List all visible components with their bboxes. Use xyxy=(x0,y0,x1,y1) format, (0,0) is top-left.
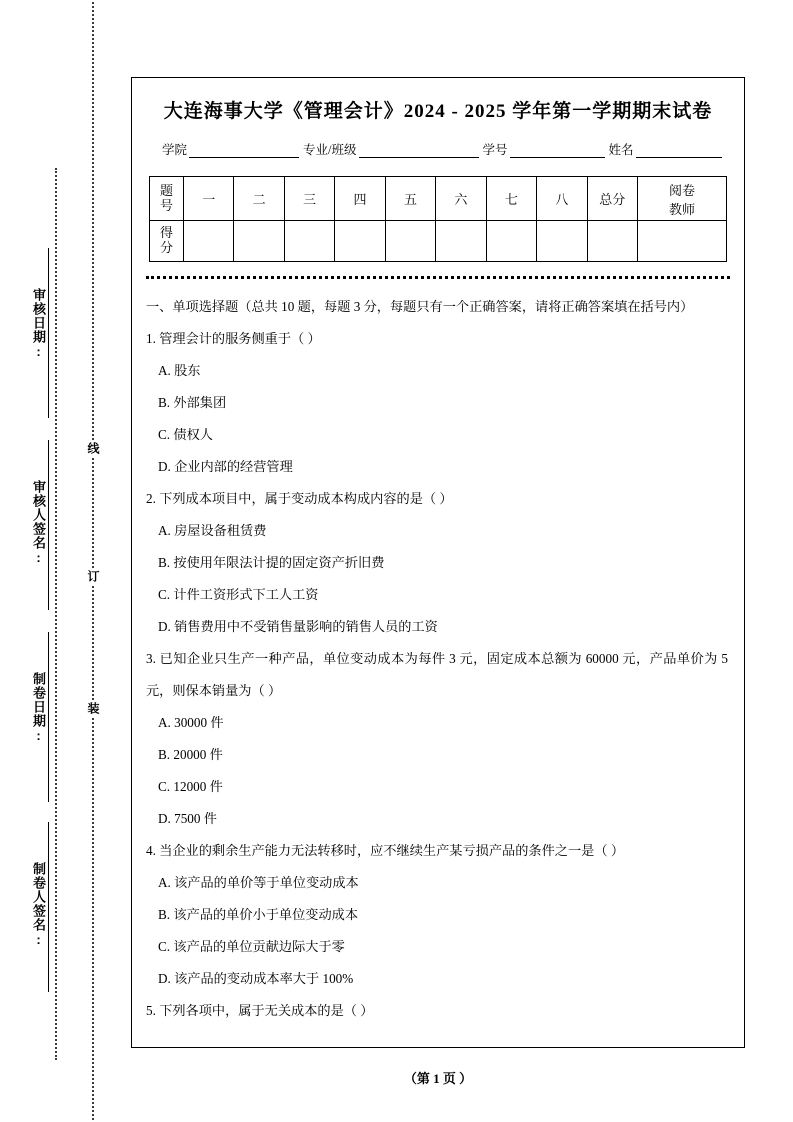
exam-paper-body xyxy=(131,77,745,1048)
score-col-head-4: 四 xyxy=(335,177,385,221)
question-body xyxy=(146,291,728,1027)
score-label-char-1: 得 xyxy=(159,225,173,241)
score-cell-3[interactable] xyxy=(284,221,334,262)
question-2-option-3[interactable]: C. 计件工资形式下工人工资 xyxy=(158,587,319,602)
question-stem-5: 5. 下列各项中，属于无关成本的是（ ） xyxy=(146,1003,374,1018)
question-stem-3: 3. 已知企业只生产一种产品，单位变动成本为每件 3 元，固定成本总额为 60000 元，产品单价为 5 元，则保本销量为（ ） xyxy=(146,651,728,698)
grader-label-line-2: 教师 xyxy=(668,201,695,217)
question-4-option-1[interactable]: A. 该产品的单价等于单位变动成本 xyxy=(158,875,359,890)
score-cell-total[interactable] xyxy=(587,221,638,262)
score-table-row-label-qno xyxy=(150,177,184,221)
score-cell-7[interactable] xyxy=(486,221,536,262)
table-row-scores xyxy=(150,221,727,262)
page-footer: （第 1 页 ） xyxy=(403,1071,473,1086)
info-blank-major[interactable] xyxy=(359,143,479,158)
question-4-option-2[interactable]: B. 该产品的单价小于单位变动成本 xyxy=(158,907,359,922)
student-info-row xyxy=(162,140,722,158)
score-col-head-grader xyxy=(638,177,727,221)
margin-note-3: 制卷日期: xyxy=(31,672,46,744)
info-blank-college[interactable] xyxy=(189,143,299,158)
margin-note-4: 制卷人签名: xyxy=(31,862,46,948)
margin-note-rule-3 xyxy=(48,632,49,802)
info-label-name: 姓名 xyxy=(608,143,634,157)
table-row-headers xyxy=(150,177,727,221)
score-cell-4[interactable] xyxy=(335,221,385,262)
binding-margin xyxy=(0,0,131,1122)
info-blank-name[interactable] xyxy=(636,143,722,158)
page-title: 大连海事大学《管理会计》2024 - 2025 学年第一学期期末试卷 xyxy=(163,101,713,122)
question-3-option-1[interactable]: A. 30000 件 xyxy=(158,715,224,730)
question-3-option-4[interactable]: D. 7500 件 xyxy=(158,811,217,826)
score-col-head-total: 总分 xyxy=(587,177,638,221)
score-col-head-8: 八 xyxy=(537,177,587,221)
score-cell-1[interactable] xyxy=(184,221,234,262)
score-table-row-label-score xyxy=(150,221,184,262)
question-stem-1: 1. 管理会计的服务侧重于（ ） xyxy=(146,331,321,346)
question-stem-4: 4. 当企业的剩余生产能力无法转移时，应不继续生产某亏损产品的条件之一是（ ） xyxy=(146,843,625,858)
question-4-option-3[interactable]: C. 该产品的单位贡献边际大于零 xyxy=(158,939,345,954)
question-3-option-3[interactable]: C. 12000 件 xyxy=(158,779,223,794)
dotted-separator xyxy=(146,276,730,279)
question-2-option-2[interactable]: B. 按使用年限法计提的固定资产折旧费 xyxy=(158,555,385,570)
score-col-head-1: 一 xyxy=(184,177,234,221)
score-col-head-6: 六 xyxy=(436,177,486,221)
margin-note-rule-2 xyxy=(48,440,49,610)
score-cell-grader[interactable] xyxy=(638,221,727,262)
question-3-option-2[interactable]: B. 20000 件 xyxy=(158,747,223,762)
question-1-option-1[interactable]: A. 股东 xyxy=(158,363,201,378)
score-cell-6[interactable] xyxy=(436,221,486,262)
binding-dashed-line-inner xyxy=(92,2,94,1120)
score-col-head-2: 二 xyxy=(234,177,284,221)
question-2-option-1[interactable]: A. 房屋设备租赁费 xyxy=(158,523,267,538)
binding-dashed-line-outer xyxy=(55,168,57,1060)
info-label-major: 专业/班级 xyxy=(303,143,357,157)
score-label-char-2: 分 xyxy=(159,240,173,255)
score-col-head-7: 七 xyxy=(486,177,536,221)
margin-note-2: 审核人签名: xyxy=(31,480,46,566)
margin-note-rule-1 xyxy=(48,248,49,418)
score-col-head-5: 五 xyxy=(385,177,435,221)
question-1-option-3[interactable]: C. 债权人 xyxy=(158,427,213,442)
info-label-college: 学院 xyxy=(162,143,188,157)
binding-mark-1: 线 xyxy=(86,442,100,454)
question-4-option-4[interactable]: D. 该产品的变动成本率大于 100% xyxy=(158,971,354,986)
question-1-option-4[interactable]: D. 企业内部的经营管理 xyxy=(158,459,293,474)
margin-note-1: 审核日期: xyxy=(31,288,46,360)
score-table xyxy=(149,176,727,262)
question-1-option-2[interactable]: B. 外部集团 xyxy=(158,395,227,410)
question-list xyxy=(146,323,728,1027)
info-label-studentid: 学号 xyxy=(482,143,508,157)
score-cell-8[interactable] xyxy=(537,221,587,262)
binding-mark-2: 订 xyxy=(86,570,100,582)
question-2-option-4[interactable]: D. 销售费用中不受销售量影响的销售人员的工资 xyxy=(158,619,438,634)
margin-note-rule-4 xyxy=(48,822,49,992)
score-col-head-3: 三 xyxy=(284,177,334,221)
row-label-char-2: 号 xyxy=(159,197,173,213)
question-stem-2: 2. 下列成本项目中，属于变动成本构成内容的是（ ） xyxy=(146,491,453,506)
grader-label-line-1: 阅卷 xyxy=(668,182,695,198)
row-label-char-1: 题 xyxy=(159,182,173,198)
binding-mark-3: 装 xyxy=(86,702,100,714)
score-cell-5[interactable] xyxy=(385,221,435,262)
section-heading: 一、单项选择题（总共 10 题，每题 3 分，每题只有一个正确答案，请将正确答案填在括号内） xyxy=(146,299,694,314)
info-blank-studentid[interactable] xyxy=(510,143,605,158)
score-cell-2[interactable] xyxy=(234,221,284,262)
